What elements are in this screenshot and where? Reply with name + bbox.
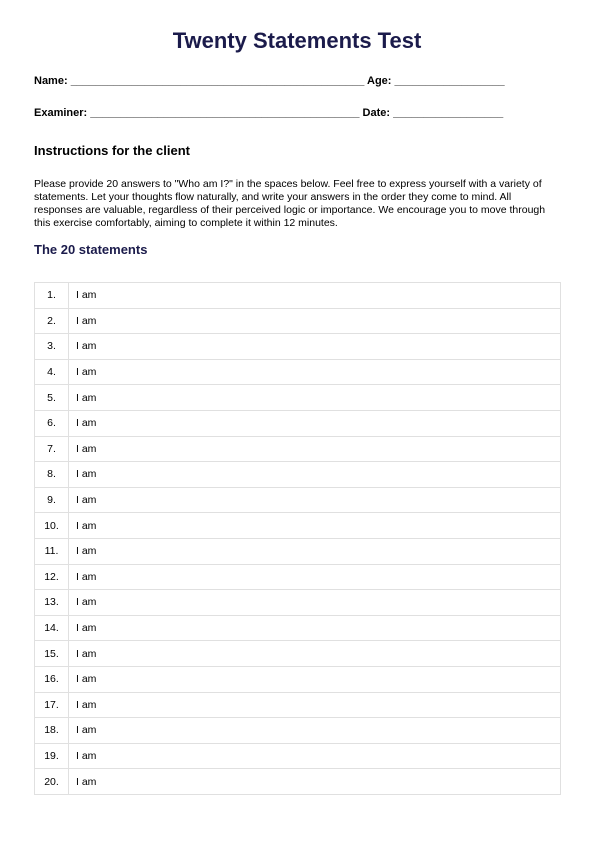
instructions-text: Please provide 20 answers to "Who am I?" in the spaces below. Feel free to express yourself with a variety of statements. Let your thoughts flow naturally, and write your answers in the order they come to mind. All responses are valuable, regardless of their perceived logic or importance. We encourage you to move through this exercise comfortably, aiming to complete it within 12 minutes. bbox=[34, 178, 546, 229]
statement-answer-field[interactable]: I am bbox=[69, 334, 561, 360]
table-row bbox=[35, 538, 561, 564]
statement-number: 6. bbox=[35, 410, 69, 436]
name-age-row bbox=[34, 75, 505, 87]
statement-number: 18. bbox=[35, 718, 69, 744]
statement-answer-field[interactable]: I am bbox=[69, 538, 561, 564]
statement-answer-field[interactable]: I am bbox=[69, 718, 561, 744]
table-row bbox=[35, 590, 561, 616]
statement-answer-field[interactable]: I am bbox=[69, 462, 561, 488]
statement-number: 8. bbox=[35, 462, 69, 488]
table-row bbox=[35, 743, 561, 769]
statement-answer-field[interactable]: I am bbox=[69, 359, 561, 385]
table-row bbox=[35, 692, 561, 718]
statement-number: 3. bbox=[35, 334, 69, 360]
statement-answer-field[interactable]: I am bbox=[69, 513, 561, 539]
statement-number: 2. bbox=[35, 308, 69, 334]
table-row bbox=[35, 513, 561, 539]
statement-answer-field[interactable]: I am bbox=[69, 487, 561, 513]
table-row bbox=[35, 564, 561, 590]
statement-answer-field[interactable]: I am bbox=[69, 743, 561, 769]
statement-number: 16. bbox=[35, 666, 69, 692]
age-field[interactable]: __________________ bbox=[394, 75, 505, 87]
statements-table-body bbox=[35, 283, 561, 795]
statement-answer-field[interactable]: I am bbox=[69, 769, 561, 795]
statement-answer-field[interactable]: I am bbox=[69, 564, 561, 590]
page-title: Twenty Statements Test bbox=[172, 28, 422, 53]
table-row bbox=[35, 308, 561, 334]
statement-answer-field[interactable]: I am bbox=[69, 436, 561, 462]
statement-number: 14. bbox=[35, 615, 69, 641]
statement-number: 17. bbox=[35, 692, 69, 718]
statements-heading: The 20 statements bbox=[34, 242, 148, 257]
name-label: Name: bbox=[34, 75, 68, 87]
statements-table bbox=[34, 282, 561, 795]
table-row bbox=[35, 410, 561, 436]
examiner-field[interactable]: ____________________________________________ bbox=[90, 107, 360, 119]
statement-answer-field[interactable]: I am bbox=[69, 692, 561, 718]
statement-number: 5. bbox=[35, 385, 69, 411]
examiner-label: Examiner: bbox=[34, 107, 88, 119]
table-row bbox=[35, 487, 561, 513]
table-row bbox=[35, 769, 561, 795]
statement-answer-field[interactable]: I am bbox=[69, 283, 561, 309]
age-label: Age: bbox=[367, 75, 392, 87]
table-row bbox=[35, 359, 561, 385]
statement-answer-field[interactable]: I am bbox=[69, 641, 561, 667]
table-row bbox=[35, 283, 561, 309]
statement-number: 20. bbox=[35, 769, 69, 795]
instructions-heading: Instructions for the client bbox=[34, 143, 191, 158]
statement-number: 11. bbox=[35, 538, 69, 564]
table-row bbox=[35, 462, 561, 488]
date-label: Date: bbox=[362, 107, 391, 119]
statement-answer-field[interactable]: I am bbox=[69, 410, 561, 436]
table-row bbox=[35, 718, 561, 744]
statement-answer-field[interactable]: I am bbox=[69, 385, 561, 411]
statement-answer-field[interactable]: I am bbox=[69, 666, 561, 692]
table-row bbox=[35, 615, 561, 641]
date-field[interactable]: __________________ bbox=[393, 107, 504, 119]
table-row bbox=[35, 385, 561, 411]
statement-number: 13. bbox=[35, 590, 69, 616]
statement-number: 19. bbox=[35, 743, 69, 769]
examiner-date-row bbox=[34, 107, 503, 119]
table-row bbox=[35, 641, 561, 667]
statement-number: 10. bbox=[35, 513, 69, 539]
statement-answer-field[interactable]: I am bbox=[69, 308, 561, 334]
statement-number: 1. bbox=[35, 283, 69, 309]
table-row bbox=[35, 436, 561, 462]
statement-answer-field[interactable]: I am bbox=[69, 615, 561, 641]
statement-number: 9. bbox=[35, 487, 69, 513]
statement-number: 4. bbox=[35, 359, 69, 385]
table-row bbox=[35, 334, 561, 360]
statement-answer-field[interactable]: I am bbox=[69, 590, 561, 616]
statement-number: 12. bbox=[35, 564, 69, 590]
name-field[interactable]: ________________________________________________ bbox=[70, 75, 365, 87]
table-row bbox=[35, 666, 561, 692]
statement-number: 7. bbox=[35, 436, 69, 462]
statement-number: 15. bbox=[35, 641, 69, 667]
